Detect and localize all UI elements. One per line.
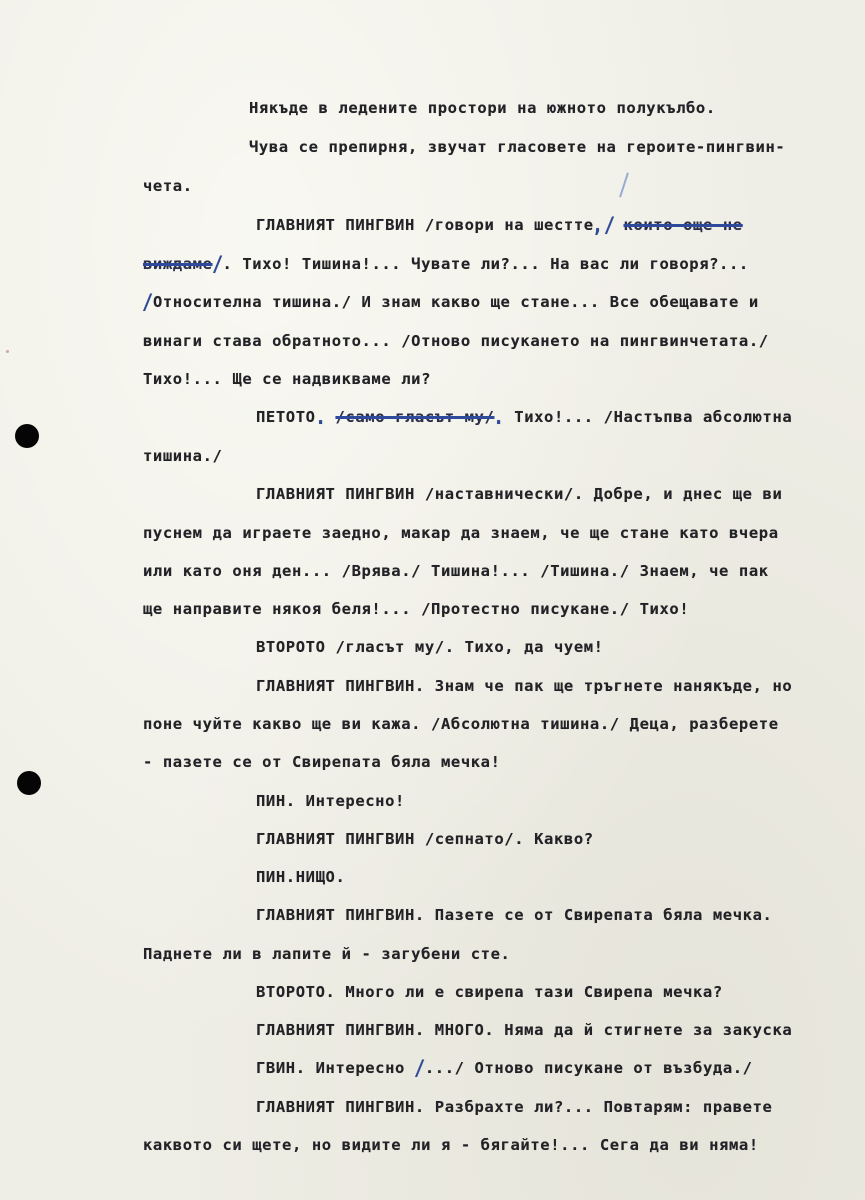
dialogue-line: ГЛАВНИЯТ ПИНГВИН. Пазете се от Свирепата бяла мечка. [256,906,773,924]
dialogue-line [256,404,793,430]
dialogue-line: ПИН. Интересно! [256,792,405,810]
dialogue-line: пуснем да играете заедно, макар да знаем, че ще стане като вчера [143,524,779,542]
struck-text: които още не [623,216,743,234]
pen-correction: / [142,289,154,315]
dialogue-line: поне чуйте какво ще ви кажа. /Абсолютна тишина./ Деца, разберете [143,715,779,733]
dialogue-line: ВТОРОТО. Много ли е свирепа тази Свирепа мечка? [256,983,723,1001]
stage-direction: /говори на шестте [424,216,594,234]
speaker-name: ГЛАВНИЯТ ПИНГВИН [256,216,415,234]
struck-text: виждаме [143,255,213,273]
pen-correction: ,/ [591,212,616,238]
dialogue-line: каквото си щете, но видите ли я - бягайте!... Сега да ви няма! [143,1136,759,1154]
dialogue-line: ГЛАВНИЯТ ПИНГВИН. МНОГО. Няма да й стигнете за закуска [256,1021,793,1039]
punch-hole-top [15,424,39,448]
dialogue-line: Тихо!... Ще се надвикваме ли? [143,370,432,388]
stage-direction-line: чета. [143,177,193,195]
dialogue-line: Паднете ли в лапите й - загубени сте. [143,945,511,963]
dialogue-text: Тихо!... /Настъпва абсолютна [504,408,793,426]
dialogue-line: ПИН.НИЩО. [256,868,346,886]
pen-mark [619,172,629,197]
dialogue-line: ГЛАВНИЯТ ПИНГВИН /сепнато/. Какво? [256,830,594,848]
dialogue-text: ГВИН. Интересно [256,1059,415,1077]
dialogue-line: или като оня ден... /Врява./ Тишина!... /Тишина./ Знаем, че пак [143,562,769,580]
dialogue-line: тишина./ [143,447,223,465]
pen-correction: / [413,1055,426,1081]
dialogue-line [256,1055,753,1081]
dialogue-line: ще направите някоя беля!... /Протестно писукане./ Тихо! [143,600,690,618]
speaker-name: ПЕТОТО [256,408,316,426]
dialogue-text: ... [424,1059,455,1077]
dialogue-line: винаги става обратното... /Отново писукането на пингвинчетата./ [143,332,769,350]
dialogue-line: ГЛАВНИЯТ ПИНГВИН. Разбрахте ли?... Повтарям: правете [256,1098,773,1116]
dialogue-line [143,251,749,277]
struck-text: /само гласът му/ [335,408,495,426]
stray-mark [6,350,9,353]
dialogue-line: - пазете се от Свирепата бяла мечка! [143,753,501,771]
pen-correction: / [211,251,224,277]
dialogue-line: ГЛАВНИЯТ ПИНГВИН /наставнически/. Добре, и днес ще ви [256,485,783,503]
dialogue-line: ГЛАВНИЯТ ПИНГВИН. Знам че пак ще тръгнете нанякъде, но [256,677,793,695]
pen-correction: . [314,404,327,430]
stage-direction-line: Чува се препирня, звучат гласовете на героите-пингвин- [249,138,786,156]
dialogue-line: ВТОРОТО /гласът му/. Тихо, да чуем! [256,638,604,656]
dialogue-line [142,289,759,315]
dialogue-line [256,212,743,238]
punch-hole-bottom [17,771,41,795]
dialogue-text: . Тихо! Тишина!... Чувате ли?... На вас ли говоря?... [222,255,749,273]
pen-correction: . [493,404,506,430]
stage-direction-line: Някъде в ледените простори на южното полукълбо. [249,99,716,117]
dialogue-text: Относителна тишина./ И знам какво ще стане... Все обещавате и [152,293,759,311]
dialogue-text: / Отново писукане от възбуда./ [454,1059,753,1077]
